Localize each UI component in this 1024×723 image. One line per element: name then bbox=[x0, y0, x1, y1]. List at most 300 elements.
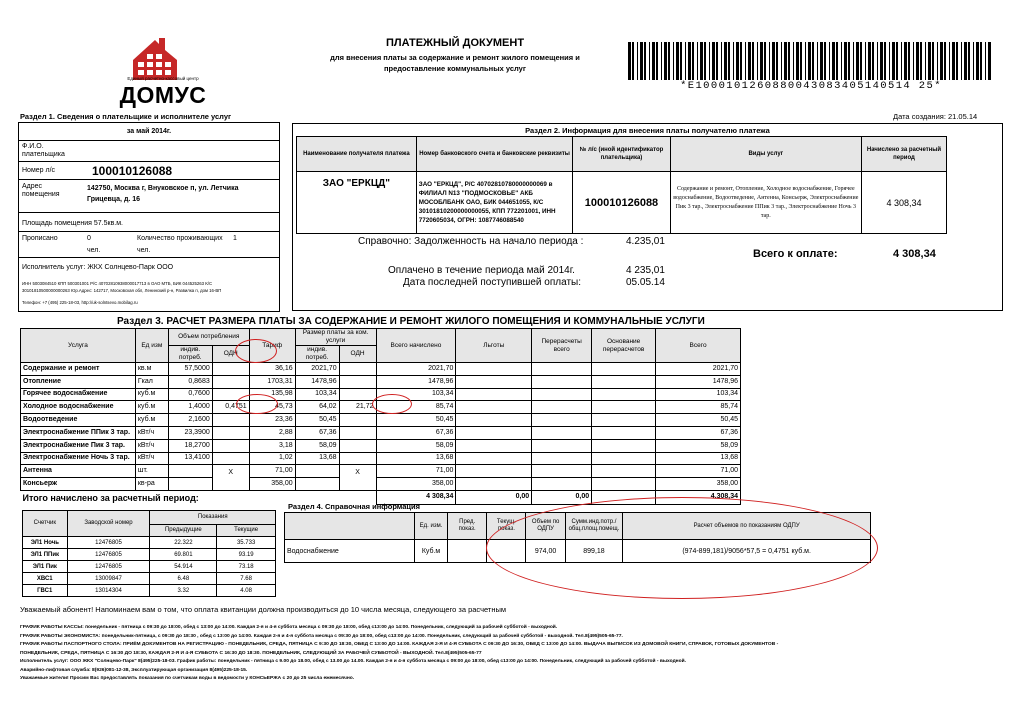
barcode-bar bbox=[736, 42, 739, 80]
s4-h-sum: Сумм.инд.потр./ общ.площ.помещ. bbox=[565, 513, 623, 540]
registered-label: Прописано bbox=[22, 235, 58, 242]
meter-cell: 22.322 bbox=[150, 537, 217, 549]
address-value: 142750, Москва г, Внуковское п, ул. Летчика Грицевца, д. 16 bbox=[87, 185, 239, 203]
s3-total-charged: 4 308,34 bbox=[376, 490, 456, 504]
s4-h-calc: Расчет объемов по показаниям ОДПУ bbox=[623, 513, 871, 540]
meter-cell: 93.19 bbox=[217, 549, 276, 561]
table-cell: 50,45 bbox=[656, 414, 741, 427]
barcode-bar bbox=[688, 42, 691, 80]
annotation-odn-payment bbox=[372, 394, 412, 414]
table-row bbox=[21, 452, 741, 465]
barcode-bar bbox=[956, 42, 958, 80]
table-cell: 36,16 bbox=[249, 363, 295, 376]
barcode-bar bbox=[916, 42, 919, 80]
section-1-title: Раздел 1. Сведения о плательщике и исполнителе услуг bbox=[20, 112, 232, 121]
barcode-bar bbox=[712, 42, 715, 80]
meter-cell: ХВС1 bbox=[23, 573, 68, 585]
meters-table bbox=[22, 510, 276, 597]
section-1-box bbox=[18, 122, 280, 312]
table-cell: 13,4100 bbox=[168, 452, 212, 465]
barcode-bar bbox=[820, 42, 823, 80]
s4-unit: Куб.м bbox=[415, 540, 448, 563]
meter-cell: ГВС1 bbox=[23, 585, 68, 597]
h-service: Услуга bbox=[21, 329, 136, 363]
table-cell: 2,88 bbox=[249, 426, 295, 439]
barcode-bar bbox=[908, 42, 910, 80]
section-2-title: Раздел 2. Информация для внесения платы получателю платежа bbox=[525, 126, 770, 135]
meter-cell: ЭЛ1 Ночь bbox=[23, 537, 68, 549]
barcode-bar bbox=[928, 42, 931, 80]
meter-cell: 12476805 bbox=[67, 561, 150, 573]
table-cell bbox=[532, 478, 592, 491]
table-cell bbox=[456, 478, 532, 491]
living-unit: чел. bbox=[137, 247, 151, 254]
meter-cell: ЭЛ1 ППик bbox=[23, 549, 68, 561]
barcode-bar bbox=[880, 42, 883, 80]
table-cell: 50,45 bbox=[376, 414, 456, 427]
table-cell bbox=[212, 375, 249, 388]
barcode-bar bbox=[877, 42, 878, 80]
barcode-bar bbox=[793, 42, 794, 80]
table-cell bbox=[295, 465, 339, 478]
table-cell: 58,09 bbox=[376, 439, 456, 452]
schedule-line-6: Аварийно-лифтовая служба: 8(926)081-12-38, Эксплуатирующая организация 8(495)225-18-15. bbox=[20, 667, 248, 673]
barcode-bar bbox=[700, 42, 703, 80]
table-cell: кВт/ч bbox=[135, 439, 168, 452]
barcode-bar bbox=[760, 42, 763, 80]
barcode-bar bbox=[824, 42, 826, 80]
table-cell bbox=[456, 452, 532, 465]
table-cell bbox=[456, 363, 532, 376]
barcode-bar bbox=[976, 42, 979, 80]
living-label: Количество проживающих bbox=[137, 235, 223, 242]
table-cell: 1478,96 bbox=[376, 375, 456, 388]
table-cell bbox=[592, 452, 656, 465]
table-cell: 2021,70 bbox=[295, 363, 339, 376]
meter-cell: 13014304 bbox=[67, 585, 150, 597]
meters-h-serial: Заводской номер bbox=[67, 511, 150, 537]
subtitle-line-2: предоставление коммунальных услуг bbox=[384, 64, 526, 73]
barcode-bar bbox=[817, 42, 818, 80]
barcode-bar bbox=[697, 42, 698, 80]
barcode-bar bbox=[692, 42, 694, 80]
barcode-bar bbox=[716, 42, 718, 80]
recipient-table bbox=[296, 136, 947, 234]
table-cell bbox=[295, 478, 339, 491]
schedule-info bbox=[20, 624, 1010, 684]
barcode-bar bbox=[940, 42, 943, 80]
barcode-bar bbox=[829, 42, 830, 80]
address-label: Адрес помещения bbox=[22, 183, 60, 198]
table-cell bbox=[592, 426, 656, 439]
x-mark: X bbox=[212, 465, 249, 478]
meters-h-curr: Текущие bbox=[217, 525, 276, 537]
barcode-bar bbox=[752, 42, 754, 80]
fio-label: Ф.И.О. плательщика bbox=[22, 143, 65, 158]
h-tariff: Тариф bbox=[249, 329, 295, 363]
barcode-bar bbox=[841, 42, 842, 80]
barcode-bar bbox=[721, 42, 722, 80]
barcode-bar bbox=[872, 42, 874, 80]
barcode-bar bbox=[961, 42, 962, 80]
table-cell bbox=[532, 426, 592, 439]
table-cell bbox=[592, 363, 656, 376]
living-count: 1 bbox=[233, 235, 237, 242]
s2-header-services: Виды услуг bbox=[670, 137, 861, 172]
table-cell: куб.м bbox=[135, 414, 168, 427]
table-cell: Консьерж bbox=[21, 478, 136, 491]
s3-total-sum: 4.308,34 bbox=[656, 490, 741, 504]
h-volume: Объем потребления bbox=[168, 329, 249, 346]
table-cell: Горячее водоснабжение bbox=[21, 388, 136, 401]
table-cell bbox=[212, 478, 249, 491]
document-subtitle bbox=[300, 52, 610, 74]
table-cell: Электроснабжение ППик 3 тар. bbox=[21, 426, 136, 439]
billing-period: за май 2014г. bbox=[126, 128, 172, 135]
table-cell bbox=[339, 439, 376, 452]
table-cell: 3,18 bbox=[249, 439, 295, 452]
h-reason: Основание перерасчетов bbox=[592, 329, 656, 363]
barcode-bar bbox=[808, 42, 811, 80]
charged-amount: 4 308,34 bbox=[862, 172, 947, 234]
barcode-bar bbox=[920, 42, 922, 80]
table-cell: 358,00 bbox=[249, 478, 295, 491]
table-cell: 358,00 bbox=[656, 478, 741, 491]
barcode-bar bbox=[724, 42, 727, 80]
s2-header-charged: Начислено за расчетный период bbox=[862, 137, 947, 172]
table-cell: 135,98 bbox=[249, 388, 295, 401]
table-cell bbox=[456, 401, 532, 414]
table-cell bbox=[168, 465, 212, 478]
table-cell: 103,34 bbox=[656, 388, 741, 401]
table-cell: 85,74 bbox=[656, 401, 741, 414]
barcode-bar bbox=[676, 42, 679, 80]
barcode-bar bbox=[800, 42, 802, 80]
section-3-title: Раздел 3. РАСЧЕТ РАЗМЕРА ПЛАТЫ ЗА СОДЕРЖАНИЕ И РЕМОНТ ЖИЛОГО ПОМЕЩЕНИЯ И КОММУНАЛЬНЫЕ УСЛУГИ bbox=[117, 316, 705, 327]
table-cell: кВт/ч bbox=[135, 426, 168, 439]
s2-header-bank: Номер банковского счета и банковские реквизиты bbox=[416, 137, 573, 172]
barcode-bar bbox=[709, 42, 710, 80]
table-cell: Гкал bbox=[135, 375, 168, 388]
table-cell bbox=[339, 452, 376, 465]
table-cell bbox=[168, 478, 212, 491]
table-cell bbox=[592, 465, 656, 478]
table-cell bbox=[212, 426, 249, 439]
barcode-bar bbox=[865, 42, 866, 80]
meter-cell: 3.32 bbox=[150, 585, 217, 597]
meter-cell: 13009847 bbox=[67, 573, 150, 585]
barcode-bar bbox=[781, 42, 782, 80]
table-cell bbox=[532, 452, 592, 465]
table-cell bbox=[212, 414, 249, 427]
debt-label: Справочно: Задолженность на начало периода : bbox=[358, 236, 584, 247]
schedule-line-7: Уважаемые жители! Просим Вас предоставлять показания по счетчикам воды в ведомости у КОНСЬЕРЖА с 20 до 25 числа ежемесячно. bbox=[20, 676, 355, 681]
table-cell bbox=[456, 439, 532, 452]
table-cell: Холодное водоснабжение bbox=[21, 401, 136, 414]
table-cell: Электроснабжение Пик 3 тар. bbox=[21, 439, 136, 452]
annotation-odpu-calc bbox=[486, 497, 878, 599]
last-payment-label: Дата последней поступившей оплаты: bbox=[403, 277, 581, 288]
meter-cell: 7.68 bbox=[217, 573, 276, 585]
table-row bbox=[21, 439, 741, 452]
barcode-bar bbox=[784, 42, 787, 80]
h-benefits: Льготы bbox=[456, 329, 532, 363]
barcode-bar bbox=[680, 42, 682, 80]
requisites-phone: Телефон: +7 (495) 225-18-03, http://uk-solntsevo.mobilag.ru bbox=[22, 300, 138, 305]
table-cell bbox=[592, 478, 656, 491]
barcode-bar bbox=[740, 42, 742, 80]
area-info: Площадь помещения 57.5кв.м. bbox=[22, 220, 123, 227]
barcode-bar bbox=[836, 42, 838, 80]
table-cell: 18,2700 bbox=[168, 439, 212, 452]
executor-info: Исполнитель услуг: ЖКХ Солнцево-Парк ООО bbox=[22, 264, 174, 271]
executor-requisites bbox=[22, 280, 274, 306]
table-cell: 1,4000 bbox=[168, 401, 212, 414]
registered-unit: чел. bbox=[87, 247, 101, 254]
barcode-bar bbox=[764, 42, 766, 80]
meter-row bbox=[23, 573, 276, 585]
barcode-bar bbox=[932, 42, 934, 80]
table-cell bbox=[592, 388, 656, 401]
meters-h-counter: Счетчик bbox=[23, 511, 68, 537]
registered-count: 0 bbox=[87, 235, 91, 242]
table-cell: 0,8683 bbox=[168, 375, 212, 388]
barcode-bar bbox=[728, 42, 730, 80]
table-row bbox=[21, 465, 741, 478]
h-total: Всего bbox=[656, 329, 741, 363]
table-cell bbox=[532, 401, 592, 414]
barcode-bar bbox=[628, 42, 631, 80]
barcode-bar bbox=[776, 42, 778, 80]
subtitle-line-1: для внесения платы за содержание и ремонт жилого помещения и bbox=[330, 53, 580, 62]
barcode-bar bbox=[644, 42, 646, 80]
service-list: Содержание и ремонт, Отопление, Холодное водоснабжение, Горячее водоснабжение, Водоотведение, Антенна, Консьерж, Электроснабжение Пик 3 тар., Электроснабжение ППик 3 тар., Электроснабжение Ночь 3 тар. bbox=[670, 172, 861, 234]
table-cell bbox=[339, 375, 376, 388]
table-cell bbox=[339, 478, 376, 491]
s4-h-service bbox=[285, 513, 415, 540]
barcode-bar bbox=[904, 42, 907, 80]
barcode-bar bbox=[668, 42, 670, 80]
s2-header-recipient: Наименование получателя платежа bbox=[297, 137, 417, 172]
table-cell: кВт/ч bbox=[135, 452, 168, 465]
table-cell bbox=[456, 414, 532, 427]
table-cell: 23,36 bbox=[249, 414, 295, 427]
barcode-bar bbox=[853, 42, 854, 80]
h-volume-odn: ОДН bbox=[212, 346, 249, 363]
schedule-line-2: ГРАФИК РАБОТЫ ЭКОНОМИСТА: понедельник-пятница, с 09:30 до 18:30 , обед с 13:00 до 14:00. Каждая 2-я и 4-я суббота месяца с 09:30 до 18:00, обед с13:00 до 14:00. Понедельник, следующий за рабочей субботой - выходной. Тел.8(495)505-65-77. bbox=[20, 633, 623, 639]
table-cell: кв.м bbox=[135, 363, 168, 376]
meter-cell: 6.48 bbox=[150, 573, 217, 585]
section-4-title: Раздел 4. Справочная информация bbox=[288, 502, 421, 511]
bank-requisites: ЗАО "ЕРКЦД", Р/С 40702810780000000069 в ФИЛИАЛ N13 "ПОДМОСКОВЬЕ" АКБ МОСОБЛБАНК ОАО, БИК 044651055, К/С 30101810200000000055, КПП 772201001, ИНН 7720605034, ОГРН: 1087746088540 bbox=[416, 172, 573, 234]
barcode-bar bbox=[944, 42, 946, 80]
s4-h-odpu: Объем по ОДПУ bbox=[526, 513, 565, 540]
table-cell: 58,09 bbox=[295, 439, 339, 452]
table-cell bbox=[339, 414, 376, 427]
barcode-bar bbox=[637, 42, 638, 80]
meters-h-prev: Предыдущие bbox=[150, 525, 217, 537]
table-cell: 2021,70 bbox=[656, 363, 741, 376]
brand-tagline: Единый расчетно-кассовый центр bbox=[127, 76, 199, 81]
s4-service: Водоснабжение bbox=[285, 540, 415, 563]
barcode-bar bbox=[868, 42, 871, 80]
schedule-line-3: ГРАФИК РАБОТЫ ПАСПОРТНОГО СТОЛА: ПРИЁМ ДОКУМЕНТОВ НА РЕГИСТРАЦИЮ - ПОНЕДЕЛЬНИК, СРЕДА, ПЯТНИЦА С 9:30 ДО 18:30, ОБЕД С 13:00 ДО 14:00. КАЖДАЯ 2-Я И 4-Я СУББОТА С 09:30 ДО 16:30, ОБЕД С 13:00 ДО 14:00. ВЫДАЧА ВЫПИСОК ИЗ ДОМОВОЙ КНИГИ, СПРАВОК, ГОТОВЫХ ДОКУМЕНТОВ - bbox=[20, 642, 779, 647]
table-cell: 13,68 bbox=[656, 452, 741, 465]
x-mark: X bbox=[339, 465, 376, 478]
table-cell: шт. bbox=[135, 465, 168, 478]
table-cell: Электроснабжение Ночь 3 тар. bbox=[21, 452, 136, 465]
h-volume-indiv: индив. потреб. bbox=[168, 346, 212, 363]
table-cell bbox=[339, 426, 376, 439]
creation-date: Дата создания: 21.05.14 bbox=[893, 112, 978, 121]
table-cell: 1,02 bbox=[249, 452, 295, 465]
barcode-bar bbox=[988, 42, 991, 80]
meter-cell: 35.733 bbox=[217, 537, 276, 549]
table-cell bbox=[212, 439, 249, 452]
h-recalc: Перерасчеты всего bbox=[532, 329, 592, 363]
s2-header-account: № л/с (иной идентификатор плательщика) bbox=[573, 137, 670, 172]
barcode-bar bbox=[656, 42, 658, 80]
s4-h-unit: Ед. изм. bbox=[415, 513, 448, 540]
table-cell bbox=[532, 363, 592, 376]
barcode-bar bbox=[964, 42, 967, 80]
table-cell: 103,34 bbox=[376, 388, 456, 401]
table-cell: куб.м bbox=[135, 388, 168, 401]
barcode-bar bbox=[949, 42, 950, 80]
brand-name: ДОМУС bbox=[119, 82, 207, 108]
table-cell bbox=[456, 388, 532, 401]
s3-total-recalc: 0,00 bbox=[532, 490, 592, 504]
barcode-bar bbox=[661, 42, 662, 80]
barcode-bar bbox=[704, 42, 706, 80]
s4-odpu: 974,00 bbox=[526, 540, 565, 563]
table-cell: 2,1600 bbox=[168, 414, 212, 427]
meter-cell: 73.18 bbox=[217, 561, 276, 573]
table-cell: 57,5000 bbox=[168, 363, 212, 376]
barcode-bar bbox=[772, 42, 775, 80]
barcode-bar bbox=[649, 42, 650, 80]
barcode-bar bbox=[848, 42, 850, 80]
table-cell: 64,02 bbox=[295, 401, 339, 414]
barcode-bar bbox=[952, 42, 955, 80]
table-cell bbox=[339, 388, 376, 401]
table-cell bbox=[212, 363, 249, 376]
table-cell bbox=[532, 465, 592, 478]
paid-label: Оплачено в течение периода май 2014г. bbox=[388, 265, 575, 276]
payment-notice: Уважаемый абонент! Напоминаем вам о том, что оплата квитанции должна производиться до 10 числа месяца, следующего за расчетным bbox=[20, 605, 507, 614]
barcode-bar bbox=[884, 42, 886, 80]
barcode-bar bbox=[748, 42, 751, 80]
s3-total-label: Итого начислено за расчетный период: bbox=[21, 490, 377, 504]
barcode-text: *E1000101260880043083405140514 25* bbox=[680, 80, 942, 92]
barcode bbox=[628, 42, 994, 80]
barcode-bar bbox=[796, 42, 799, 80]
last-payment-value: 05.05.14 bbox=[626, 277, 665, 288]
barcode-bar bbox=[901, 42, 902, 80]
barcode-bar bbox=[913, 42, 914, 80]
table-cell: 85,74 bbox=[376, 401, 456, 414]
table-cell bbox=[532, 414, 592, 427]
barcode-bar bbox=[769, 42, 770, 80]
table-cell: 50,45 bbox=[295, 414, 339, 427]
account-label: Номер л/с bbox=[22, 167, 56, 174]
table-cell bbox=[532, 388, 592, 401]
meter-row bbox=[23, 585, 276, 597]
h-size-odn: ОДН bbox=[339, 346, 376, 363]
table-cell: 358,00 bbox=[376, 478, 456, 491]
s4-h-prev: Пред. показ. bbox=[448, 513, 487, 540]
s3-total-benefits: 0,00 bbox=[456, 490, 532, 504]
calculation-table bbox=[20, 328, 741, 505]
annotation-odn-volume bbox=[236, 394, 278, 414]
barcode-bar bbox=[664, 42, 667, 80]
table-cell: Антенна bbox=[21, 465, 136, 478]
payer-account: 100010126088 bbox=[92, 164, 173, 178]
meter-cell: 69.801 bbox=[150, 549, 217, 561]
s4-h-curr: Текущ. показ. bbox=[487, 513, 526, 540]
table-cell bbox=[339, 363, 376, 376]
barcode-bar bbox=[745, 42, 746, 80]
barcode-bar bbox=[860, 42, 862, 80]
table-cell: кв-ра bbox=[135, 478, 168, 491]
table-cell: 1703,31 bbox=[249, 375, 295, 388]
recipient-name: ЗАО "ЕРКЦД" bbox=[297, 172, 417, 234]
barcode-bar bbox=[937, 42, 938, 80]
debt-value: 4.235,01 bbox=[626, 236, 665, 247]
h-size: Размер платы за ком. услуги bbox=[295, 329, 376, 346]
table-cell bbox=[212, 452, 249, 465]
table-cell: 45,73 bbox=[249, 401, 295, 414]
table-cell: 0,7600 bbox=[168, 388, 212, 401]
table-cell: 0,4751 bbox=[212, 401, 249, 414]
barcode-bar bbox=[973, 42, 974, 80]
barcode-bar bbox=[757, 42, 758, 80]
table-cell: куб.м bbox=[135, 401, 168, 414]
table-cell: 23,3900 bbox=[168, 426, 212, 439]
barcode-bar bbox=[805, 42, 806, 80]
table-cell: 71,00 bbox=[376, 465, 456, 478]
table-cell bbox=[592, 375, 656, 388]
h-size-indiv: индив. потреб. bbox=[295, 346, 339, 363]
table-cell: 103,34 bbox=[295, 388, 339, 401]
barcode-bar bbox=[812, 42, 814, 80]
schedule-line-1: ГРАФИК РАБОТЫ КАССЫ: понедельник - пятница с 09:30 до 18:00, обед с 13:00 до 14:00. Каждая 2-я и 4-я суббота месяца с 09:30 до 18:00, обед с13:00 до 14:00. Понедельник, следующий за рабочей субботой - выходной. bbox=[20, 625, 558, 630]
meter-cell: ЭЛ1 Пик bbox=[23, 561, 68, 573]
h-total-charged: Всего начислено bbox=[376, 329, 456, 363]
company-logo bbox=[133, 38, 177, 80]
table-cell: 67,36 bbox=[656, 426, 741, 439]
table-cell: 13,68 bbox=[295, 452, 339, 465]
s4-prev bbox=[448, 540, 487, 563]
table-cell bbox=[592, 414, 656, 427]
barcode-bar bbox=[968, 42, 970, 80]
table-cell: Отопление bbox=[21, 375, 136, 388]
table-cell: 21,72 bbox=[339, 401, 376, 414]
table-cell bbox=[456, 465, 532, 478]
meter-cell: 54.914 bbox=[150, 561, 217, 573]
table-cell: 1478,96 bbox=[295, 375, 339, 388]
barcode-bar bbox=[673, 42, 674, 80]
barcode-bar bbox=[640, 42, 643, 80]
document-title: ПЛАТЕЖНЫЙ ДОКУМЕНТ bbox=[385, 37, 525, 49]
annotation-odn-header bbox=[235, 339, 277, 363]
meter-row bbox=[23, 561, 276, 573]
barcode-bar bbox=[985, 42, 986, 80]
table-row bbox=[21, 414, 741, 427]
meter-cell: 4.08 bbox=[217, 585, 276, 597]
table-cell bbox=[532, 439, 592, 452]
table-cell bbox=[456, 375, 532, 388]
